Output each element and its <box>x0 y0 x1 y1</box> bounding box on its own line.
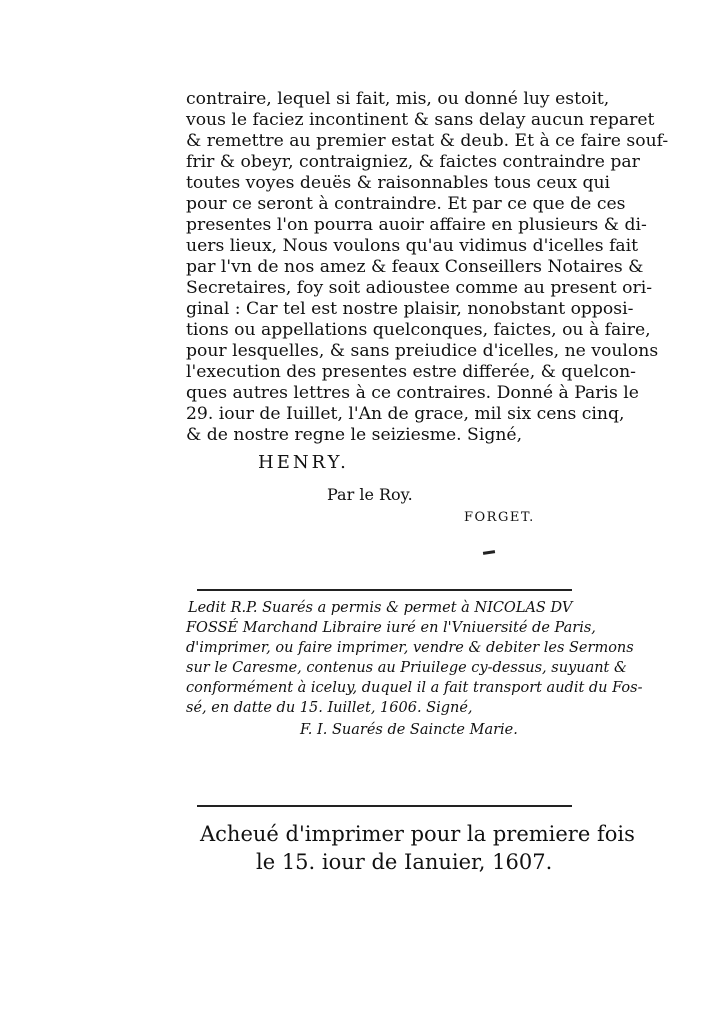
body-line: & remettre au premier estat & deub. Et à ce faire souf- <box>186 131 669 151</box>
colophon-line-1: Acheué d'imprimer pour la premiere fois <box>200 822 635 846</box>
body-line: contraire, lequel si fait, mis, ou donné luy estoit, <box>186 89 610 109</box>
body-line: frir & obeyr, contraigniez, & faictes contraindre par <box>186 152 640 172</box>
par-le-roy: Par le Roy. <box>327 485 413 504</box>
body-line: ques autres lettres à ce contraires. Donné à Paris le <box>186 383 639 403</box>
body-line: par l'vn de nos amez & feaux Conseillers Notaires & <box>186 257 644 277</box>
privilege-signature: F. I. Suarés de Saincte Marie. <box>300 722 518 738</box>
privilege-line: sé, en datte du 15. Iuillet, 1606. Signé, <box>186 700 473 716</box>
body-line: pour lesquelles, & sans preiudice d'icelles, ne voulons <box>186 341 659 361</box>
divider-rule-bottom <box>197 805 572 807</box>
body-line: toutes voyes deuës & raisonnables tous ceux qui <box>186 173 611 193</box>
body-line: & de nostre regne le seiziesme. Signé, <box>186 425 523 445</box>
divider-rule <box>197 589 572 591</box>
privilege-line: sur le Caresme, contenus au Priuilege cy-dessus, suyuant & <box>186 660 627 676</box>
body-line: tions ou appellations quelconques, faictes, ou à faire, <box>186 320 651 340</box>
body-line: l'execution des presentes estre differée, & quelcon- <box>186 362 636 382</box>
privilege-line: Ledit R.P. Suarés a permis & permet à NICOLAS DV <box>188 600 573 616</box>
body-line: 29. iour de Iuillet, l'An de grace, mil six cens cinq, <box>186 404 625 424</box>
body-line: pour ce seront à contraindre. Et par ce que de ces <box>186 194 626 214</box>
body-line: presentes l'on pourra auoir affaire en plusieurs & di- <box>186 215 647 235</box>
privilege-line: FOSSÉ Marchand Libraire iuré en l'Vniuersité de Paris, <box>186 620 596 636</box>
body-line: vous le faciez incontinent & sans delay aucun reparet <box>186 110 655 130</box>
colophon-line-2: le 15. iour de Ianuier, 1607. <box>256 850 553 874</box>
ornament-dash <box>483 550 495 555</box>
privilege-line: conformément à iceluy, duquel il a fait transport audit du Fos- <box>186 680 643 696</box>
body-line: ginal : Car tel est nostre plaisir, nonobstant opposi- <box>186 299 634 319</box>
body-line: uers lieux, Nous voulons qu'au vidimus d'icelles fait <box>186 236 639 256</box>
privilege-line: d'imprimer, ou faire imprimer, vendre & debiter les Sermons <box>186 640 634 656</box>
secretary-signature: FORGET. <box>464 510 535 525</box>
body-line: Secretaires, foy soit adioustee comme au present ori- <box>186 278 653 298</box>
royal-signature: HENRY. <box>258 452 349 473</box>
